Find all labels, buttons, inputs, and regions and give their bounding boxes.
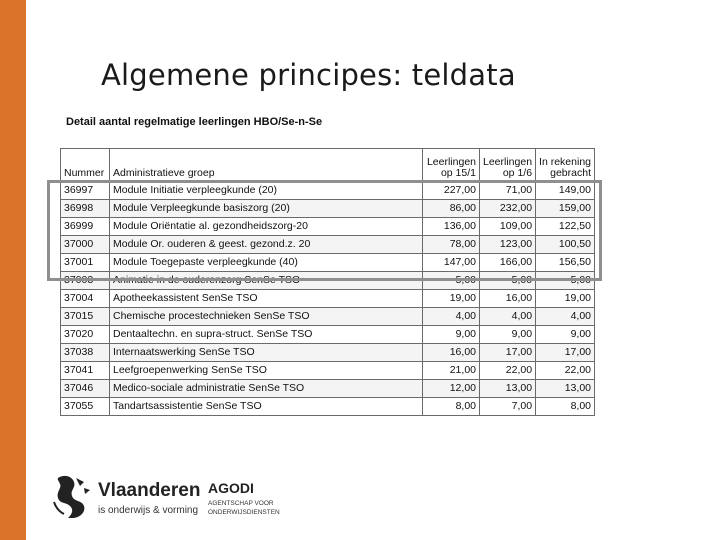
table-row: [61, 362, 595, 380]
cell-leerlingen-1-6: 71,00: [480, 182, 536, 200]
cell-in-rekening: 8,00: [536, 398, 595, 416]
cell-leerlingen-1-6: 22,00: [480, 362, 536, 380]
cell-nummer: 37046: [61, 380, 110, 398]
cell-groep: Chemische procestechnieken SenSe TSO: [110, 308, 423, 326]
cell-leerlingen-1-6: 5,00: [480, 272, 536, 290]
cell-in-rekening: 13,00: [536, 380, 595, 398]
header-leerlingen-15-1-line1: Leerlingen: [426, 156, 476, 168]
cell-leerlingen-15-1: 86,00: [423, 200, 480, 218]
cell-leerlingen-15-1: 227,00: [423, 182, 480, 200]
header-in-rekening-line2: gebracht: [550, 167, 591, 179]
cell-in-rekening: 149,00: [536, 182, 595, 200]
cell-leerlingen-15-1: 19,00: [423, 290, 480, 308]
header-groep: Administratieve groep: [110, 149, 423, 182]
flemish-lion-logo-icon: [50, 472, 96, 520]
table-row: [61, 236, 595, 254]
cell-leerlingen-1-6: 17,00: [480, 344, 536, 362]
table-row: [61, 398, 595, 416]
table-row: [61, 254, 595, 272]
agodi-name: AGODI: [208, 480, 254, 496]
cell-nummer: 37020: [61, 326, 110, 344]
cell-groep: Module Initiatie verpleegkunde (20): [110, 182, 423, 200]
cell-nummer: 37038: [61, 344, 110, 362]
cell-leerlingen-15-1: 4,00: [423, 308, 480, 326]
cell-leerlingen-1-6: 9,00: [480, 326, 536, 344]
cell-leerlingen-1-6: 13,00: [480, 380, 536, 398]
cell-leerlingen-15-1: 16,00: [423, 344, 480, 362]
cell-groep: Tandartsassistentie SenSe TSO: [110, 398, 423, 416]
cell-leerlingen-1-6: 109,00: [480, 218, 536, 236]
cell-nummer: 36997: [61, 182, 110, 200]
cell-nummer: 37055: [61, 398, 110, 416]
table-row: [61, 380, 595, 398]
cell-nummer: 37041: [61, 362, 110, 380]
header-nummer: Nummer: [61, 149, 110, 182]
vlaanderen-name: Vlaanderen: [98, 480, 201, 501]
cell-leerlingen-15-1: 21,00: [423, 362, 480, 380]
table-row: [61, 344, 595, 362]
cell-in-rekening: 5,00: [536, 272, 595, 290]
cell-in-rekening: 17,00: [536, 344, 595, 362]
cell-in-rekening: 22,00: [536, 362, 595, 380]
table-row: [61, 290, 595, 308]
cell-nummer: 36999: [61, 218, 110, 236]
cell-nummer: 37003: [61, 272, 110, 290]
cell-leerlingen-1-6: 166,00: [480, 254, 536, 272]
table-body: [61, 182, 595, 416]
cell-groep: Apotheekassistent SenSe TSO: [110, 290, 423, 308]
agodi-subtitle: AGENTSCHAP VOOR ONDERWIJSDIENSTEN: [208, 500, 280, 516]
cell-groep: Medico-sociale administratie SenSe TSO: [110, 380, 423, 398]
cell-leerlingen-15-1: 147,00: [423, 254, 480, 272]
cell-nummer: 37015: [61, 308, 110, 326]
cell-leerlingen-15-1: 12,00: [423, 380, 480, 398]
table-row: [61, 308, 595, 326]
cell-groep: Animatie in de ouderenzorg SenSe TSO: [110, 272, 423, 290]
cell-leerlingen-15-1: 136,00: [423, 218, 480, 236]
header-leerlingen-1-6-line2: op 1/6: [502, 167, 533, 179]
cell-leerlingen-15-1: 78,00: [423, 236, 480, 254]
table-subtitle: Detail aantal regelmatige leerlingen HBO/Se-n-Se: [66, 116, 323, 128]
cell-leerlingen-1-6: 123,00: [480, 236, 536, 254]
table-header-row: [61, 149, 595, 182]
cell-nummer: 37001: [61, 254, 110, 272]
cell-in-rekening: 156,50: [536, 254, 595, 272]
cell-leerlingen-1-6: 7,00: [480, 398, 536, 416]
cell-leerlingen-15-1: 5,00: [423, 272, 480, 290]
cell-nummer: 36998: [61, 200, 110, 218]
table-row: [61, 200, 595, 218]
accent-side-bar: [0, 0, 26, 540]
header-in-rekening: [536, 149, 595, 182]
header-in-rekening-line1: In rekening: [539, 156, 591, 168]
cell-in-rekening: 100,50: [536, 236, 595, 254]
vlaanderen-subtitle: is onderwijs & vorming: [98, 505, 199, 516]
student-count-table: [60, 148, 595, 416]
slide-title: Algemene principes: teldata: [101, 58, 516, 92]
table-row: [61, 272, 595, 290]
cell-groep: Dentaaltechn. en supra-struct. SenSe TSO: [110, 326, 423, 344]
cell-in-rekening: 19,00: [536, 290, 595, 308]
cell-in-rekening: 159,00: [536, 200, 595, 218]
cell-groep: Module Verpleegkunde basiszorg (20): [110, 200, 423, 218]
cell-leerlingen-1-6: 16,00: [480, 290, 536, 308]
cell-in-rekening: 4,00: [536, 308, 595, 326]
cell-nummer: 37000: [61, 236, 110, 254]
table-row: [61, 218, 595, 236]
header-leerlingen-15-1: [423, 149, 480, 182]
cell-groep: Leefgroepenwerking SenSe TSO: [110, 362, 423, 380]
header-leerlingen-15-1-line2: op 15/1: [440, 167, 476, 179]
cell-groep: Internaatswerking SenSe TSO: [110, 344, 423, 362]
cell-nummer: 37004: [61, 290, 110, 308]
cell-in-rekening: 9,00: [536, 326, 595, 344]
header-leerlingen-1-6-line1: Leerlingen: [483, 156, 533, 168]
cell-leerlingen-1-6: 4,00: [480, 308, 536, 326]
table-row: [61, 182, 595, 200]
cell-leerlingen-15-1: 9,00: [423, 326, 480, 344]
table-row: [61, 326, 595, 344]
cell-leerlingen-1-6: 232,00: [480, 200, 536, 218]
cell-groep: Module Toegepaste verpleegkunde (40): [110, 254, 423, 272]
cell-leerlingen-15-1: 8,00: [423, 398, 480, 416]
header-leerlingen-1-6: [480, 149, 536, 182]
cell-groep: Module Or. ouderen & geest. gezond.z. 20: [110, 236, 423, 254]
cell-in-rekening: 122,50: [536, 218, 595, 236]
cell-groep: Module Oriëntatie al. gezondheidszorg-20: [110, 218, 423, 236]
